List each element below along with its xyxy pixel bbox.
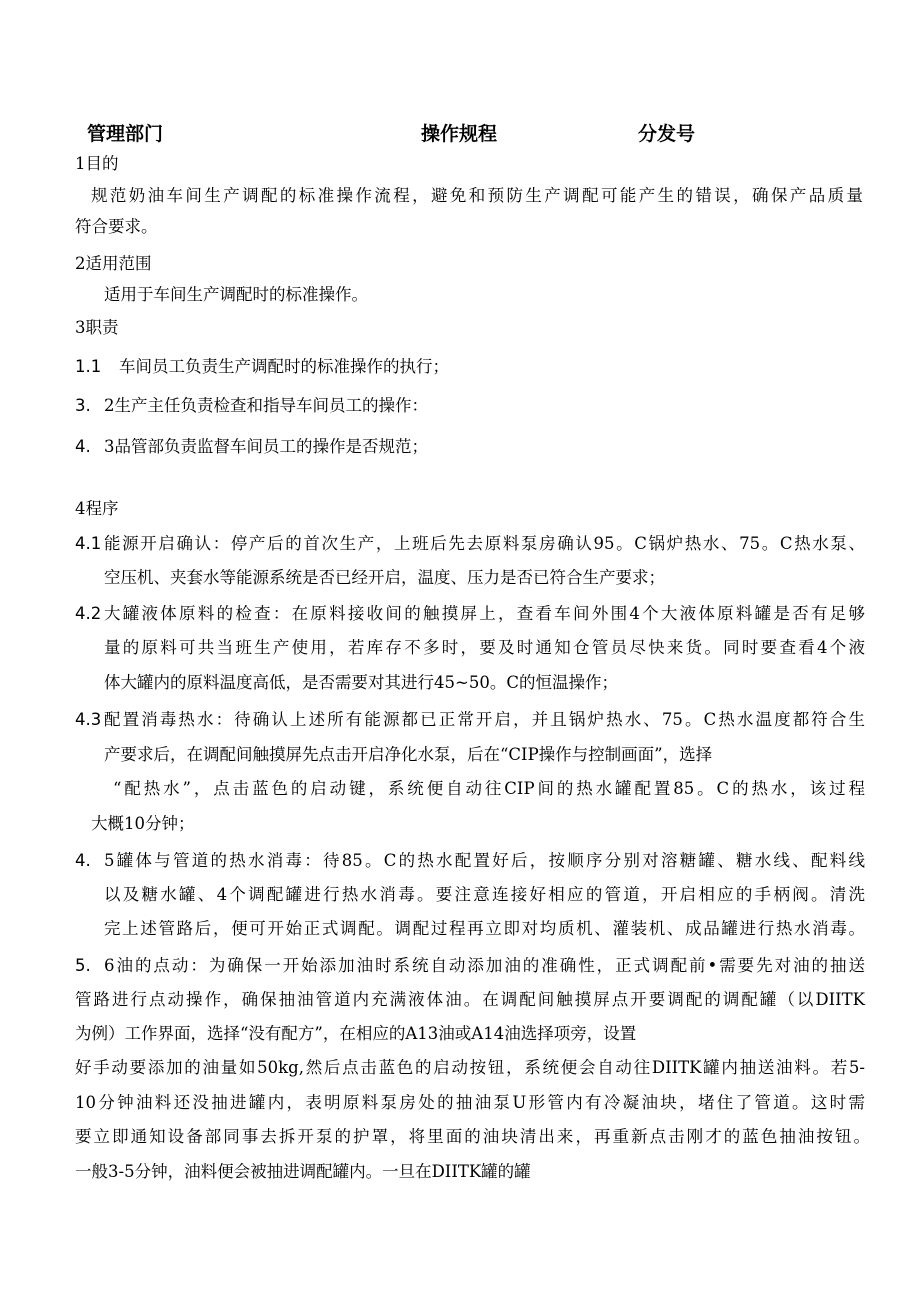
procedure-4-2-line-2: 量的原料可共当班生产使用，若库存不多时，要及时通知仓管员尽快来货。同时要查看4个液 [104, 638, 865, 657]
section-3-item-1-text: 车间员工负责生产调配时的标准操作的执行； [119, 357, 449, 376]
procedure-4-5-number: 4. [75, 851, 91, 870]
section-1-text-line-2: 符合要求。 [75, 217, 158, 236]
section-3-heading: 3职责 [75, 318, 119, 337]
procedure-4-5-line-2: 以及糖水罐、4个调配罐进行热水消毒。要注意连接好相应的管道，开启相应的手柄阀。清洗 [104, 885, 865, 904]
procedure-4-5-line-1: 5罐体与管道的热水消毒：待85。C的热水配置好后，按顺序分别对溶糖罐、糖水线、配料线 [104, 851, 865, 870]
section-3-item-3-text: 3品管部负责监督车间员工的操作是否规范； [104, 437, 428, 456]
procedure-5-6-line-5: 10分钟油料还没抽进罐内，表明原料泵房处的抽油泵U形管内有冷凝油块，堵住了管道。这时需 [75, 1093, 865, 1112]
procedure-4-2-line-1: 大罐液体原料的检查：在原料接收间的触摸屏上，查看车间外围4个大液体原料罐是否有足够 [104, 604, 865, 623]
header-title: 操作规程 [421, 123, 498, 145]
section-1-text-line-1: 规范奶油车间生产调配的标准操作流程，避免和预防生产调配可能产生的错误，确保产品质量 [91, 186, 863, 205]
procedure-4-3-line-3: “配热水”，点击蓝色的启动键，系统便自动往CIP间的热水罐配置85。C的热水，该过程 [113, 779, 865, 798]
section-3-item-3-number: 4. [75, 437, 91, 456]
procedure-4-1-number: 4.1 [75, 534, 102, 553]
section-2-heading: 2适用范围 [75, 254, 152, 273]
procedure-5-6-line-3: 为例）工作界面，选择“没有配方”，在相应的A13油或A14油选择项旁，设置 [75, 1024, 637, 1043]
procedure-4-3-number: 4.3 [75, 710, 102, 729]
procedure-4-3-line-4: 大概10分钟； [91, 814, 195, 833]
section-4-heading: 4程序 [75, 499, 119, 518]
procedure-4-5-line-3: 完上述管路后，便可开始正式调配。调配过程再立即对均质机、灌装机、成品罐进行热水消毒。 [104, 919, 865, 938]
section-3-item-2-text: 2生产主任负责检查和指导车间员工的操作： [104, 396, 428, 415]
procedure-5-6-line-4: 好手动要添加的油量如50kg,然后点击蓝色的启动按钮，系统便会自动往DIITK罐内抽送油料。若5- [75, 1058, 865, 1077]
procedure-5-6-line-1: 6油的点动：为确保一开始添加油时系统自动添加油的准确性，正式调配前•需要先对油的抽送 [104, 956, 865, 975]
procedure-4-1-line-2: 空压机、夹套水等能源系统是否已经开启，温度、压力是否已符合生产要求； [104, 568, 665, 587]
section-1-heading: 1目的 [75, 154, 119, 173]
section-3-item-1-number: 1.1 [75, 357, 102, 376]
procedure-5-6-line-6: 要立即通知设备部同事去拆开泵的护罩，将里面的油块清出来，再重新点击刚才的蓝色抽油按钮。 [75, 1127, 870, 1146]
procedure-5-6-number: 5. [75, 956, 91, 975]
section-3-item-2-number: 3. [75, 396, 91, 415]
procedure-4-2-number: 4.2 [75, 604, 102, 623]
procedure-5-6-line-2: 管路进行点动操作，确保抽油管道内充满液体油。在调配间触摸屏点开要调配的调配罐（以DIITK [75, 990, 865, 1009]
section-2-text: 适用于车间生产调配时的标准操作。 [104, 285, 368, 304]
procedure-4-1-line-1: 能源开启确认：停产后的首次生产，上班后先去原料泵房确认95。C锅炉热水、75。C热水泵、 [104, 534, 865, 553]
document-header [0, 119, 920, 149]
procedure-4-2-line-3: 体大罐内的原料温度高低，是否需要对其进行45~50。C的恒温操作； [104, 673, 618, 692]
procedure-4-3-line-1: 配置消毒热水：待确认上述所有能源都已正常开启，并且锅炉热水、75。C热水温度都符合生 [104, 710, 865, 729]
procedure-4-3-line-2: 产要求后，在调配间触摸屏先点击开启净化水泵，后在“CIP操作与控制画面”，选择 [104, 745, 713, 764]
header-department: 管理部门 [87, 123, 164, 145]
procedure-5-6-line-7: 一般3-5分钟，油料便会被抽进调配罐内。一旦在DIITK罐的罐 [75, 1162, 531, 1181]
header-distribution-number: 分发号 [638, 123, 696, 145]
